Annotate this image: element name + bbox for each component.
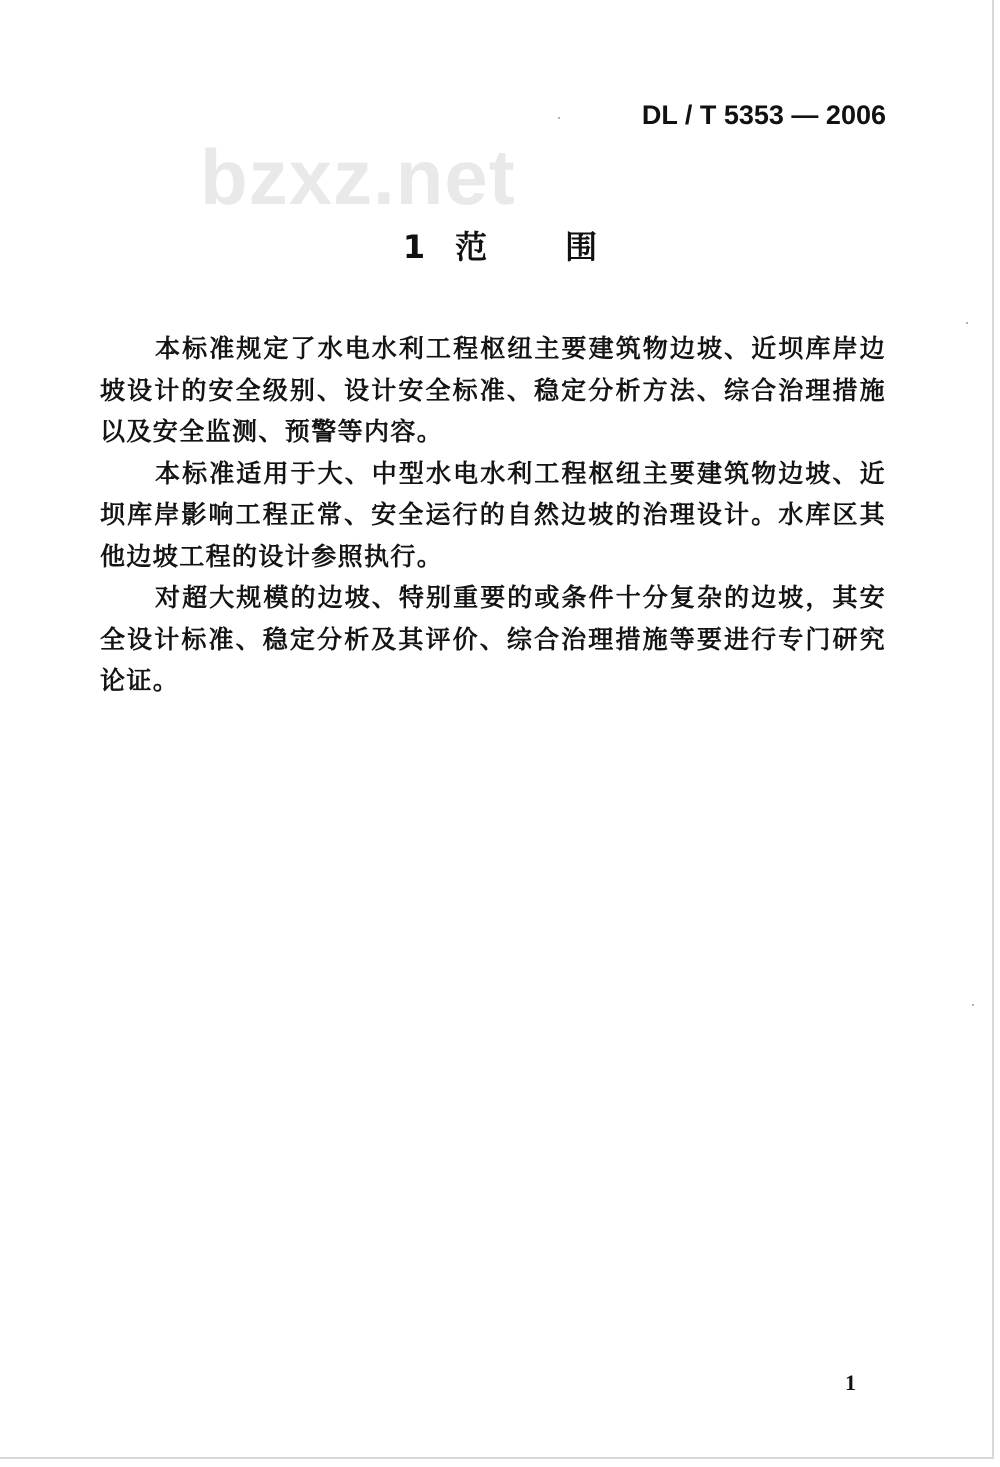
body-text (100, 328, 886, 702)
section-name: 范围 (455, 228, 676, 266)
document-code: DL / T 5353 — 2006 (641, 100, 886, 130)
scan-speck (558, 117, 560, 119)
paragraph-scope-content: 本标准规定了水电水利工程枢纽主要建筑物边坡、近坝库岸边坡设计的安全级别、设计安全标准、稳定分析方法、综合治理措施以及安全监测、预警等内容。 (100, 334, 886, 446)
paragraph-special-slopes: 对超大规模的边坡、特别重要的或条件十分复杂的边坡，其安全设计标准、稳定分析及其评价、综合治理措施等要进行专门研究论证。 (100, 583, 886, 695)
section-title (0, 222, 1000, 268)
paragraph-scope-applicability: 本标准适用于大、中型水电水利工程枢纽主要建筑物边坡、近坝库岸影响工程正常、安全运行的自然边坡的治理设计。水库区其他边坡工程的设计参照执行。 (100, 458, 886, 571)
scan-speck (972, 1004, 974, 1006)
section-number: 1 (402, 228, 426, 266)
watermark-logo: bzxz.net (200, 133, 516, 221)
scan-speck (966, 322, 968, 324)
page-number: 1 (845, 1370, 856, 1395)
